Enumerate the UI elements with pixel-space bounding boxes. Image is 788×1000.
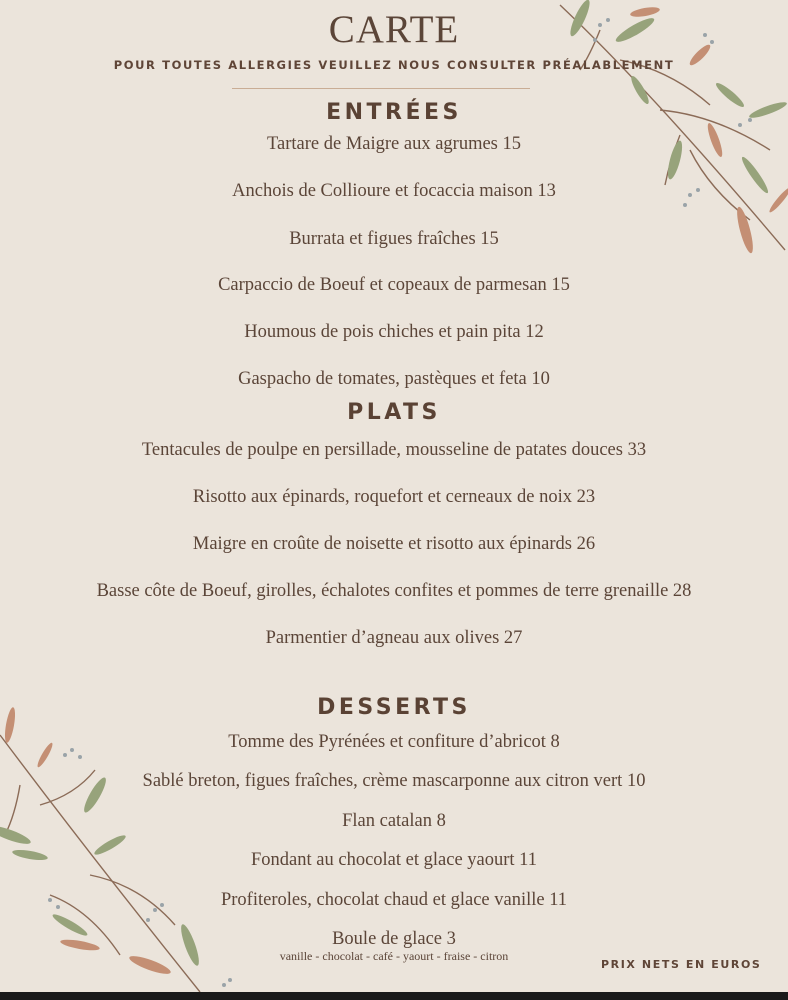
menu-item: Gaspacho de tomates, pastèques et feta 10: [238, 369, 550, 389]
section-heading-plats: PLATS: [347, 400, 441, 425]
menu-item: Parmentier d’agneau aux olives 27: [265, 628, 523, 648]
ice-cream-flavors: vanille - chocolat - café - yaourt - fraise - citron: [279, 949, 509, 963]
menu-item: Carpaccio de Boeuf et copeaux de parmesan 15: [218, 275, 570, 295]
menu-item: Profiteroles, chocolat chaud et glace vanille 11: [220, 890, 568, 910]
menu-item: Risotto aux épinards, roquefort et cerneaux de noix 23: [192, 487, 596, 507]
menu-item: Maigre en croûte de noisette et risotto aux épinards 26: [192, 534, 596, 554]
menu-item: Fondant au chocolat et glace yaourt 11: [251, 850, 537, 870]
menu-item: Flan catalan 8: [342, 811, 446, 831]
menu-item: Burrata et figues fraîches 15: [289, 229, 499, 249]
menu-item: Boule de glace 3: [332, 929, 456, 949]
menu-item: Basse côte de Boeuf, girolles, échalotes confites et pommes de terre grenaille 28: [96, 581, 692, 601]
bottom-border: [0, 992, 788, 1000]
allergy-notice: POUR TOUTES ALLERGIES VEUILLEZ NOUS CONSULTER PRÉALABLEMENT: [113, 58, 675, 72]
menu-item: Tomme des Pyrénées et confiture d’abricot 8: [228, 732, 560, 752]
menu-item: Tentacules de poulpe en persillade, mousseline de patates douces 33: [141, 440, 647, 460]
menu-item: Anchois de Collioure et focaccia maison 13: [232, 181, 556, 201]
menu-item: Houmous de pois chiches et pain pita 12: [244, 322, 544, 342]
price-note: PRIX NETS EN EUROS: [601, 958, 762, 971]
menu-item: Sablé breton, figues fraîches, crème mascarponne aux citron vert 10: [142, 771, 646, 791]
section-heading-entrees: ENTRÉES: [326, 100, 462, 125]
header-divider: [232, 88, 530, 89]
page-title: CARTE: [328, 8, 460, 51]
menu-item: Tartare de Maigre aux agrumes 15: [267, 134, 521, 154]
section-heading-desserts: DESSERTS: [317, 695, 471, 720]
